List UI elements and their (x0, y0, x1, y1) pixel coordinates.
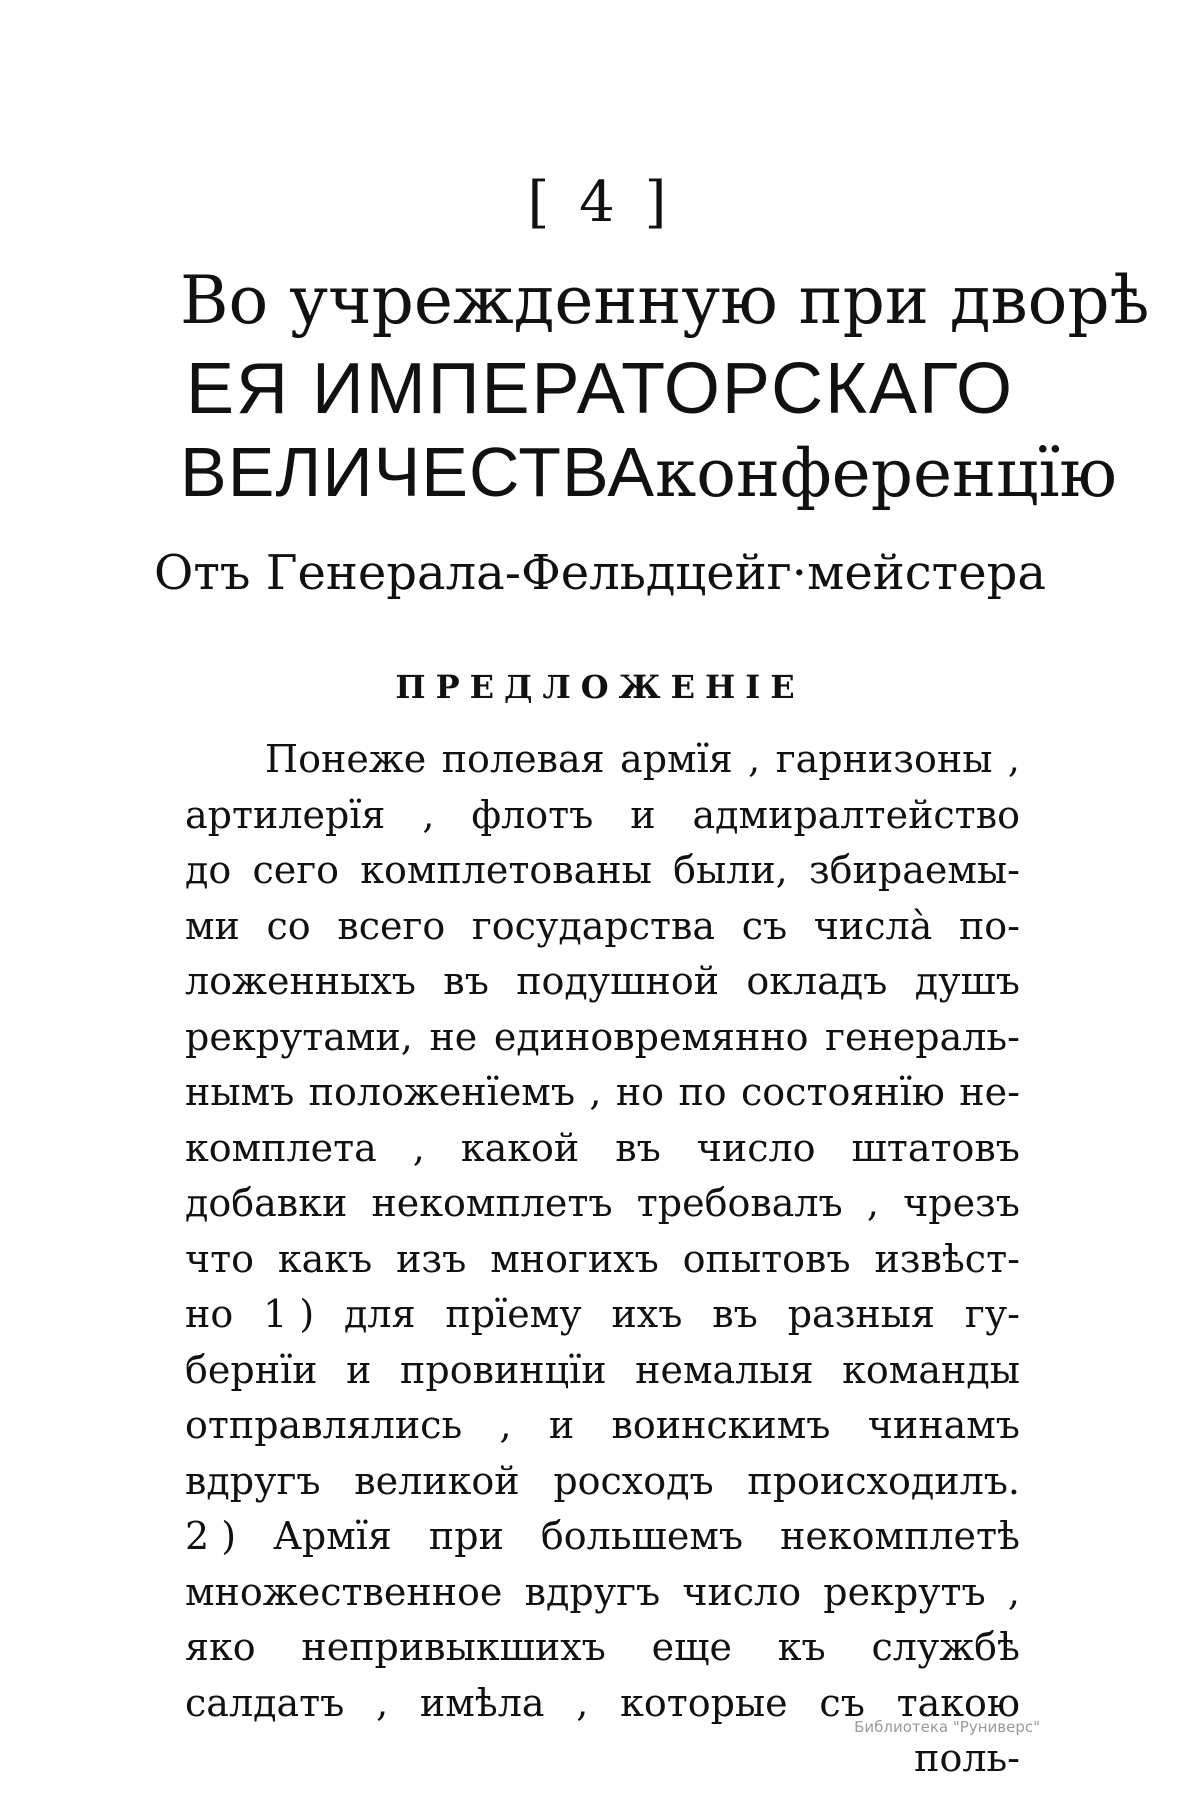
body-word: штатовъ (851, 1125, 1020, 1170)
body-word: яко (185, 1625, 256, 1669)
library-watermark: Библиотека "Руниверс" (854, 1718, 1040, 1736)
body-word: до (185, 848, 232, 892)
body-word: душъ (914, 959, 1020, 1003)
body-text (185, 732, 1020, 1787)
body-line (185, 843, 1020, 899)
body-word: и (548, 1403, 575, 1447)
body-line (185, 1176, 1020, 1232)
body-word: вдругъ (185, 1458, 321, 1503)
body-line (185, 1398, 1020, 1454)
body-word: которые (620, 1680, 788, 1725)
body-word: число (682, 1569, 802, 1614)
body-line (185, 1565, 1020, 1621)
body-word: состоянїю (741, 1070, 945, 1114)
body-word: были, (673, 848, 788, 892)
body-line (185, 1509, 1020, 1565)
body-word: такою (896, 1680, 1020, 1725)
body-word: прїему (445, 1292, 582, 1336)
body-line (185, 1010, 1020, 1066)
body-word: гу- (964, 1292, 1020, 1336)
body-line (185, 1065, 1020, 1121)
body-word: рекрутъ (823, 1569, 986, 1614)
body-word: 1 ) (263, 1292, 315, 1336)
body-word: команды (842, 1347, 1020, 1392)
body-word: бернїи (185, 1347, 318, 1392)
body-word: 2 ) (185, 1514, 237, 1558)
body-word: , (866, 1181, 879, 1225)
body-word: поль- (914, 1736, 1020, 1780)
body-word: множественное (185, 1569, 503, 1614)
body-word: Армїя (273, 1514, 392, 1558)
body-word: , (589, 1070, 602, 1114)
body-word: , (1007, 1569, 1020, 1614)
body-line (185, 732, 1020, 788)
body-line (185, 1731, 1020, 1787)
body-word: разныя (787, 1292, 935, 1336)
body-word: сего (252, 848, 340, 892)
body-word: происходилъ. (747, 1458, 1020, 1503)
body-word: при (428, 1514, 504, 1558)
body-word: немалыя (635, 1347, 814, 1392)
body-word: некомплетъ (371, 1181, 613, 1225)
body-word: но (185, 1292, 234, 1336)
body-word: , (748, 737, 761, 781)
body-word: имѣла (419, 1680, 545, 1725)
body-line (185, 1232, 1020, 1288)
body-word: збираемы- (808, 848, 1020, 892)
body-word: ложенныхъ (185, 959, 416, 1003)
body-line (185, 1343, 1020, 1399)
body-word: комплетованы (360, 848, 652, 892)
heading-line-1: Во учрежденную при дворѣ (180, 262, 1150, 339)
body-word: положенїемъ (308, 1070, 576, 1114)
body-word: для (344, 1292, 416, 1336)
body-word: комплета (185, 1125, 377, 1170)
body-word: генераль- (825, 1014, 1020, 1059)
body-word: извѣст- (874, 1236, 1020, 1281)
body-word: салдатъ (185, 1680, 345, 1725)
body-word: и (346, 1347, 372, 1392)
body-word: артилерїя (185, 792, 386, 837)
body-word: чинамъ (867, 1403, 1020, 1447)
body-line (185, 899, 1020, 955)
body-word: , (499, 1403, 512, 1447)
body-word: воинскимъ (611, 1403, 831, 1447)
body-word: , (412, 1125, 425, 1170)
body-word: какъ (277, 1236, 373, 1281)
body-word: непривыкшихъ (301, 1625, 606, 1669)
body-word: гарнизоны (775, 737, 993, 781)
body-word: въ (615, 1125, 661, 1170)
body-word: но (615, 1070, 665, 1114)
body-word: многихъ (490, 1236, 659, 1281)
heading-line-3-caps: ВЕЛИЧЕСТВА (180, 433, 656, 511)
body-word: съ (741, 903, 788, 948)
body-word: росходъ (553, 1458, 714, 1503)
body-word: всего (337, 903, 446, 948)
body-word: изъ (396, 1236, 467, 1281)
body-line (185, 1287, 1020, 1343)
body-line (185, 788, 1020, 844)
body-word: флотъ (471, 792, 594, 837)
body-word: опытовъ (682, 1236, 851, 1281)
body-word: отправлялись (185, 1403, 463, 1447)
body-word: , (1007, 737, 1020, 781)
body-word: какой (460, 1125, 580, 1170)
body-word: полевая (441, 737, 605, 781)
body-line (185, 1121, 1020, 1177)
body-word: великой (354, 1458, 520, 1503)
page-number: [ 4 ] (527, 170, 673, 235)
body-word: , (376, 1680, 389, 1725)
body-word: службѣ (871, 1625, 1020, 1669)
body-word: не (429, 1014, 478, 1059)
body-word: некомплетѣ (780, 1514, 1020, 1558)
body-word: большемъ (540, 1514, 744, 1558)
body-word: со (266, 903, 311, 948)
body-word: подушной (516, 959, 720, 1003)
body-word: провинцїи (400, 1347, 607, 1392)
body-word: единовремянно (493, 1014, 809, 1059)
heading-line-3 (180, 432, 1118, 512)
body-word: вдругъ (524, 1569, 661, 1614)
body-word: по (678, 1070, 727, 1114)
body-word: Понеже (265, 737, 427, 781)
body-word: къ (777, 1625, 826, 1669)
section-title: ПРЕДЛОЖЕНІЕ (395, 668, 805, 706)
body-word: рекрутами, (185, 1014, 413, 1059)
body-word: въ (712, 1292, 758, 1336)
body-line (185, 954, 1020, 1010)
body-word: еще (651, 1625, 732, 1669)
body-word: не- (959, 1070, 1020, 1114)
body-word: съ (819, 1680, 865, 1725)
heading-line-4: Отъ Генерала-Фельдцейг·мейстера (154, 545, 1046, 601)
body-word: чрезъ (903, 1181, 1020, 1225)
body-word: , (422, 792, 435, 837)
body-word: государства (471, 903, 716, 948)
body-word: армїя (620, 737, 733, 781)
body-word: ихъ (611, 1292, 683, 1336)
body-word: окладъ (746, 959, 888, 1003)
body-word: что (185, 1236, 255, 1281)
body-word: числа̀ (813, 903, 933, 948)
body-line (185, 1620, 1020, 1676)
body-line (185, 1454, 1020, 1510)
body-word: требовалъ (636, 1181, 843, 1225)
heading-line-3-rest: конференцїю (655, 435, 1118, 512)
body-word: нымъ (185, 1070, 295, 1114)
body-word: , (576, 1680, 589, 1725)
body-word: ми (185, 903, 240, 948)
body-word: число (696, 1125, 816, 1170)
body-word: въ (443, 959, 489, 1003)
body-word: по- (958, 903, 1020, 948)
body-word: адмиралтейство (692, 792, 1020, 837)
body-word: добавки (185, 1181, 348, 1225)
body-word: и (630, 792, 656, 837)
heading-line-2: ЕЯ ИМПЕРАТОРСКАГО (185, 349, 1014, 429)
